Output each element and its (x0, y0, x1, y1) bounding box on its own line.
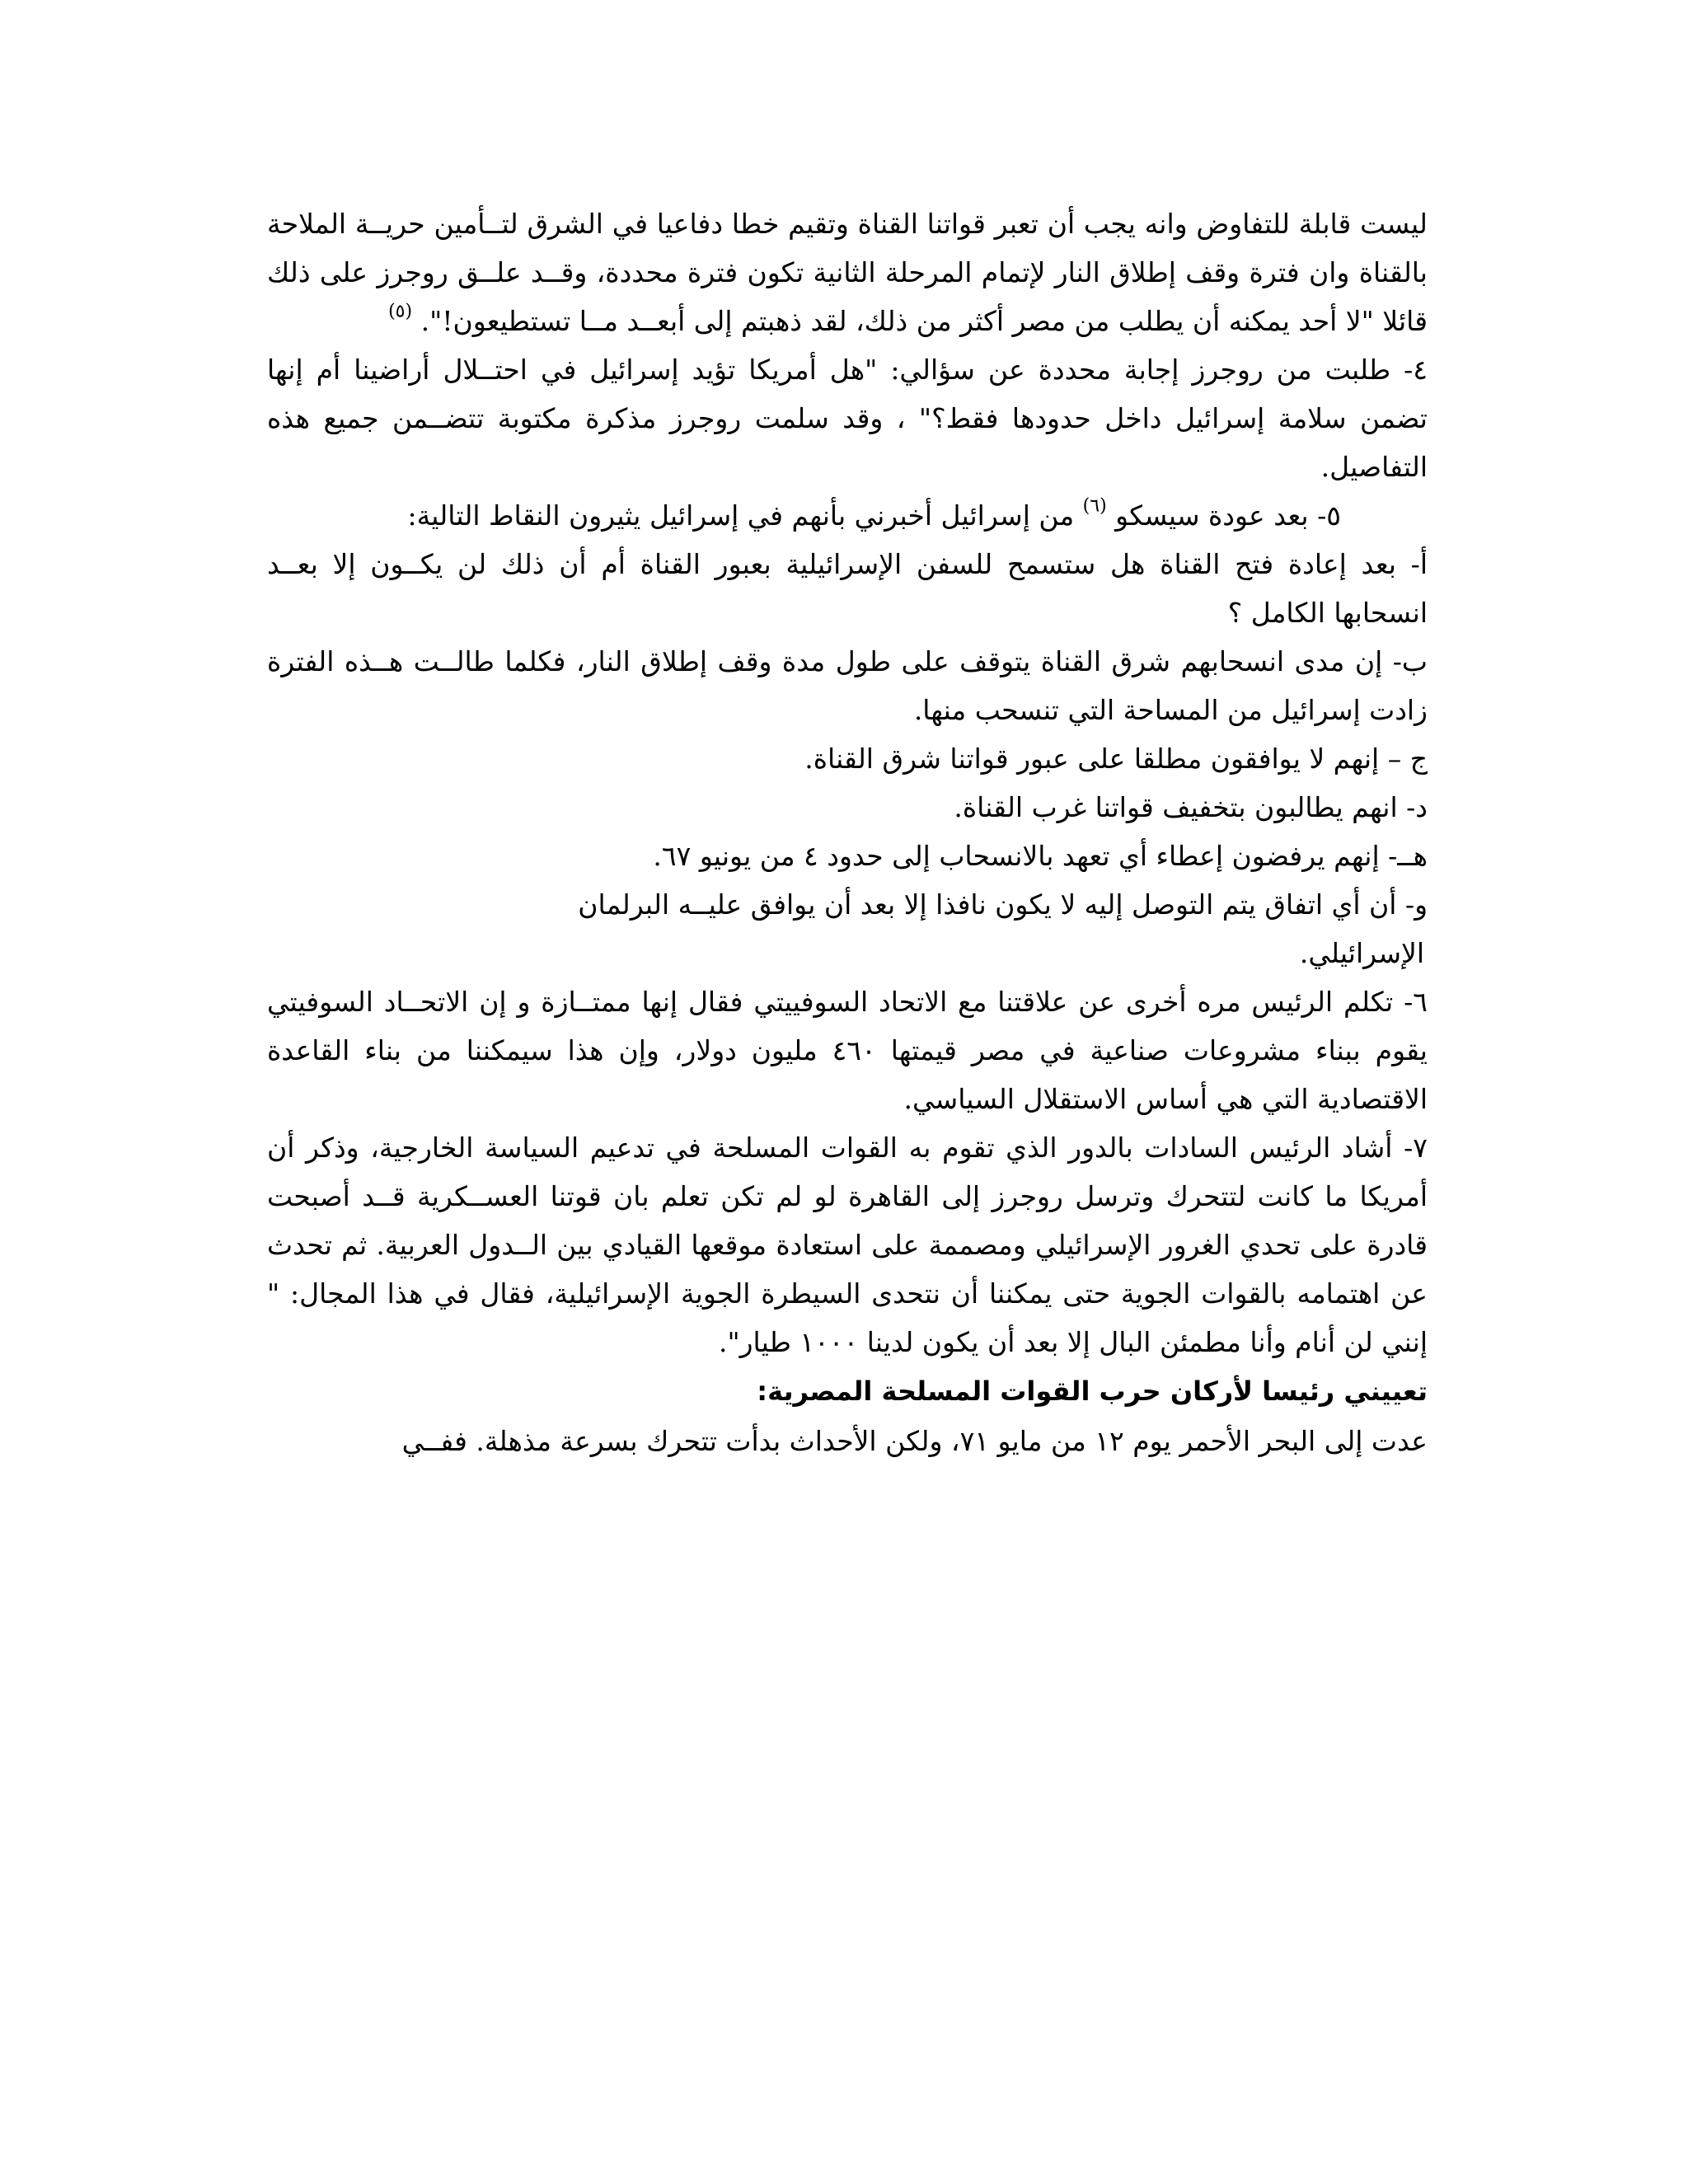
paragraph-item-4 (267, 345, 1428, 491)
footnote-marker-6: (٦) (1082, 495, 1107, 517)
section-heading: تعييني رئيسا لأركان حرب القوات المسلحة المصرية: (757, 1376, 1428, 1407)
paragraph-text: د- انهم يطالبون بتخفيف قواتنا غرب القناة. (954, 791, 1428, 823)
paragraph-point-e (267, 832, 1428, 880)
paragraph-line-1: و- أن أي اتفاق يتم التوصل إليه لا يكون نافذا إلا بعد أن يوافق عليــه البرلمان (578, 888, 1428, 921)
paragraph-text: هــ- إنهم يرفضون إعطاء أي تعهد بالانسحاب إلى حدود ٤ من يونيو ٦٧. (653, 840, 1428, 872)
paragraph-text: أ- بعد إعادة فتح القناة هل ستسمح للسفن الإسرائيلية بعبور القناة أم أن ذلك لن يكــون إلا بعــد انسحابها الكامل ؟ (267, 548, 1428, 629)
paragraph-point-b (267, 637, 1428, 734)
paragraph-point-d (267, 783, 1428, 832)
paragraph-text-before: ٥- بعد عودة سيسكو (1115, 499, 1341, 532)
paragraph-item-5 (267, 491, 1428, 540)
paragraph-text: عدت إلى البحر الأحمر يوم ١٢ من مايو ٧١، ولكن الأحداث بدأت تتحرك بسرعة مذهلة. ففــي (401, 1425, 1428, 1457)
paragraph-red-sea-return (267, 1417, 1428, 1465)
paragraph-item-6 (267, 977, 1428, 1123)
paragraph-text: ب- إن مدى انسحابهم شرق القناة يتوقف على طول مدة وقف إطلاق النار، فكلما طالــت هــذه الفترة زادت إسرائيل من المساحة التي تنسحب منها. (267, 645, 1428, 726)
paragraph-item-7 (267, 1123, 1428, 1366)
paragraph-line-2: الإسرائيلي. (1299, 937, 1424, 969)
paragraph-text: ج – إنهم لا يوافقون مطلقا على عبور قواتنا شرق القناة. (804, 743, 1428, 775)
paragraph-text: ٤- طلبت من روجرز إجابة محددة عن سؤالي: "هل أمريكا تؤيد إسرائيل في احتــلال أراضينا أم إنها تضمن سلامة إسرائيل داخل حدودها فقط؟" ، وقد سلمت روجرز مذكرة مكتوبة تتضــمن جميع هذه التفاصيل. (267, 354, 1428, 483)
paragraph-point-f (267, 880, 1428, 977)
footnote-marker-5: (٥) (388, 301, 413, 322)
paragraph-text: ٧- أشاد الرئيس السادات بالدور الذي تقوم به القوات المسلحة في تدعيم السياسة الخارجية، وذكر أن أمريكا ما كانت لتتحرك وترسل روجرز إلى القاهرة لو لم تكن تعلم بان قوتنا العســكرية قــد أصبحت قادرة على تحدي الغرور الإسرائيلي ومصممة على استعادة موقعها القيادي بين الــدول العربية. ثم تحدث عن اهتمامه بالقوات الجوية حتى يمكننا أن نتحدى السيطرة الجوية الإسرائيلية، فقال في هذا المجال: " إنني لن أنام وأنا مطمئن البال إلا بعد أن يكون لدينا ١٠٠٠ طيار". (267, 1132, 1428, 1358)
paragraph-text: ٦- تكلم الرئيس مره أخرى عن علاقتنا مع الاتحاد السوفييتي فقال إنها ممتــازة و إن الاتحــاد السوفيتي يقوم ببناء مشروعات صناعية في مصر قيمتها ٤٦٠ مليون دولار، وإن هذا سيمكننا من بناء القاعدة الاقتصادية التي هي أساس الاستقلال السياسي. (267, 986, 1428, 1115)
paragraph-text-after: من إسرائيل أخبرني بأنهم في إسرائيل يثيرون النقاط التالية: (407, 499, 1075, 532)
paragraph-point-c (267, 734, 1428, 783)
paragraph-text: ليست قابلة للتفاوض وانه يجب أن تعبر قواتنا القناة وتقيم خطا دفاعيا في الشرق لتــأمين حريــة الملاحة بالقناة وان فترة وقف إطلاق النار لإتمام المرحلة الثانية تكون فترة محددة، وقــد علــق روجرز على ذلك قائلا "لا أحد يمكنه أن يطلب من مصر أكثر من ذلك، لقد ذهبتم إلى أبعــد مــا تستطيعون!". (267, 208, 1428, 337)
paragraph-point-a (267, 540, 1428, 637)
paragraph-negotiation-conditions (267, 199, 1428, 345)
document-body (267, 199, 1428, 1465)
